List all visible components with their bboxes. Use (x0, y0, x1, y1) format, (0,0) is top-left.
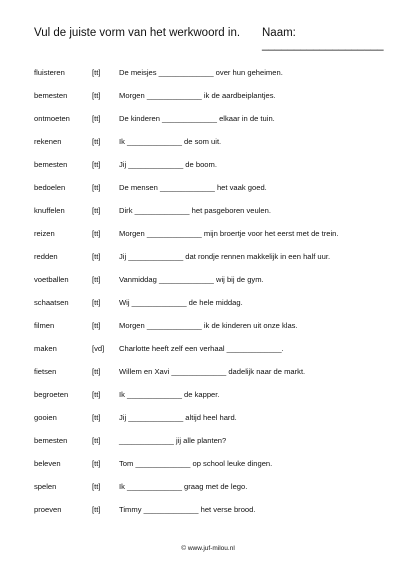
exercise-row (0, 503, 416, 517)
sentence-text: Tom _____________ op school leuke dingen. (119, 459, 273, 468)
exercise-row (0, 112, 416, 126)
exercise-row (0, 296, 416, 310)
tense-label: [tt] (92, 229, 101, 238)
exercise-row (0, 457, 416, 471)
verb-label: bemesten (34, 91, 68, 100)
exercise-row (0, 66, 416, 80)
verb-label: schaatsen (34, 298, 69, 307)
sentence-text: Wij _____________ de hele middag. (119, 298, 243, 307)
verb-label: redden (34, 252, 58, 261)
exercise-row (0, 250, 416, 264)
tense-label: [tt] (92, 68, 101, 77)
tense-label: [tt] (92, 206, 101, 215)
sentence-text: Dirk _____________ het pasgeboren veulen. (119, 206, 271, 215)
tense-label: [tt] (92, 298, 101, 307)
sentence-text: Jij _____________ altijd heel hard. (119, 413, 237, 422)
sentence-text: Ik _____________ de kapper. (119, 390, 220, 399)
verb-label: fietsen (34, 367, 57, 376)
sentence-text: Willem en Xavi _____________ dadelijk naar de markt. (119, 367, 306, 376)
tense-label: [tt] (92, 436, 101, 445)
tense-label: [tt] (92, 160, 101, 169)
tense-label: [vd] (92, 344, 105, 353)
sentence-text: _____________ jij alle planten? (119, 436, 227, 445)
sentence-text: Jij _____________ dat rondje rennen makkelijk in een half uur. (119, 252, 331, 261)
tense-label: [tt] (92, 91, 101, 100)
verb-label: rekenen (34, 137, 62, 146)
sentence-text: De meisjes _____________ over hun geheimen. (119, 68, 283, 77)
tense-label: [tt] (92, 390, 101, 399)
verb-label: maken (34, 344, 57, 353)
verb-label: gooien (34, 413, 57, 422)
tense-label: [tt] (92, 114, 101, 123)
tense-label: [tt] (92, 482, 101, 491)
sentence-text: Timmy _____________ het verse brood. (119, 505, 256, 514)
exercise-row (0, 342, 416, 356)
tense-label: [tt] (92, 367, 101, 376)
tense-label: [tt] (92, 183, 101, 192)
sentence-text: Morgen _____________ mijn broertje voor het eerst met de trein. (119, 229, 339, 238)
exercise-row (0, 411, 416, 425)
name-field-label: Naam: ___________________ (262, 27, 384, 51)
verb-label: begroeten (34, 390, 69, 399)
exercise-row (0, 135, 416, 149)
exercise-row (0, 273, 416, 287)
sentence-text: Morgen _____________ ik de aardbeiplantjes. (119, 91, 276, 100)
exercise-row (0, 319, 416, 333)
tense-label: [tt] (92, 275, 101, 284)
exercise-row (0, 204, 416, 218)
verb-label: bedoelen (34, 183, 66, 192)
tense-label: [tt] (92, 505, 101, 514)
sentence-text: De kinderen _____________ elkaar in de tuin. (119, 114, 275, 123)
exercise-row (0, 89, 416, 103)
sentence-text: Ik _____________ graag met de lego. (119, 482, 248, 491)
verb-label: filmen (34, 321, 55, 330)
verb-label: knuffelen (34, 206, 65, 215)
verb-label: bemesten (34, 436, 68, 445)
tense-label: [tt] (92, 321, 101, 330)
exercise-row (0, 365, 416, 379)
exercise-row (0, 227, 416, 241)
tense-label: [tt] (92, 137, 101, 146)
verb-label: reizen (34, 229, 55, 238)
tense-label: [tt] (92, 252, 101, 261)
footer-credit: © www.juf-milou.nl (181, 545, 235, 552)
tense-label: [tt] (92, 413, 101, 422)
sentence-text: Morgen _____________ ik de kinderen uit onze klas. (119, 321, 298, 330)
verb-label: bemesten (34, 160, 68, 169)
tense-label: [tt] (92, 459, 101, 468)
sentence-text: Jij _____________ de boom. (119, 160, 217, 169)
exercise-row (0, 480, 416, 494)
verb-label: proeven (34, 505, 62, 514)
verb-label: fluisteren (34, 68, 65, 77)
sentence-text: Charlotte heeft zelf een verhaal _____________. (119, 344, 284, 353)
verb-label: voetballen (34, 275, 69, 284)
sentence-text: De mensen _____________ het vaak goed. (119, 183, 267, 192)
sentence-text: Ik _____________ de som uit. (119, 137, 222, 146)
exercise-row (0, 158, 416, 172)
exercise-row (0, 181, 416, 195)
exercise-row (0, 388, 416, 402)
verb-label: beleven (34, 459, 61, 468)
page-title: Vul de juiste vorm van het werkwoord in. (34, 27, 241, 39)
exercise-row (0, 434, 416, 448)
verb-label: ontmoeten (34, 114, 70, 123)
verb-label: spelen (34, 482, 57, 491)
sentence-text: Vanmiddag _____________ wij bij de gym. (119, 275, 264, 284)
